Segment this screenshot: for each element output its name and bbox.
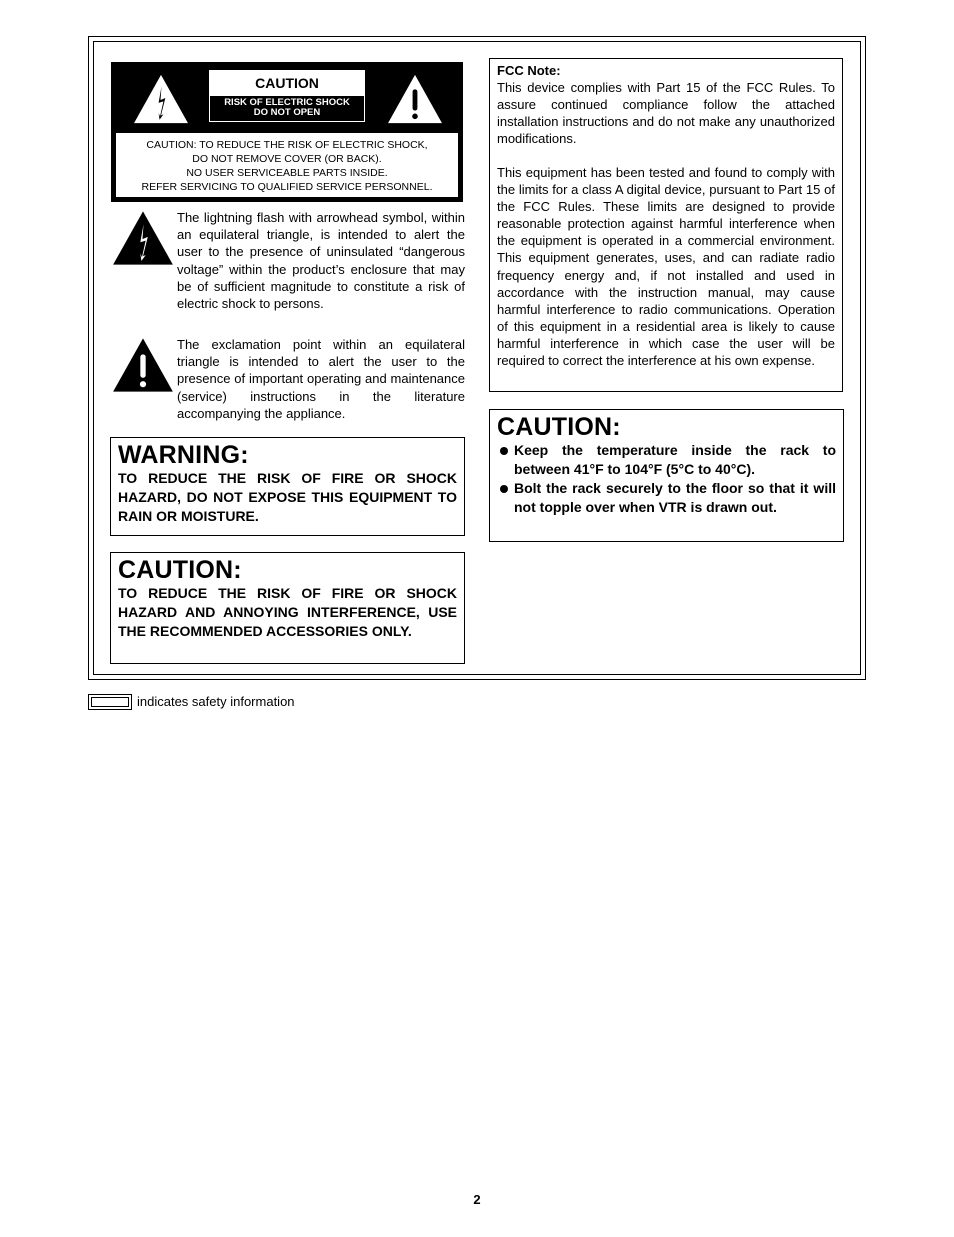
warning-box <box>110 437 465 536</box>
bullet-icon <box>500 485 508 493</box>
caution-label-subtitle-line: DO NOT OPEN <box>253 107 321 118</box>
caution-label-instructions <box>116 133 458 197</box>
caution-label-subtitle <box>210 98 364 118</box>
safety-frame-swatch-icon <box>88 694 132 710</box>
fcc-note-box <box>489 58 843 392</box>
fcc-note-title: FCC Note: <box>497 63 561 78</box>
fcc-note-paragraph: This equipment has been tested and found to comply with the limits for a class A digital device, pursuant to Part 15 of the FCC Rules. These limits are designed to provide reasonable protection against harmful interference when the equipment is operated in a commercial environment. This equipment generates, uses, and can radiate radio frequency energy and, if not installed and used in accordance with the instruction manual, may cause harmful interference to radio communications. Operation of this equipment in a residential area is likely to cause harmful interference in which case the user will be required to correct the interference at his own expense. <box>497 164 835 369</box>
exclamation-triangle-icon <box>386 73 444 125</box>
bullet-icon <box>500 447 508 455</box>
list-item-text: Keep the temperature inside the rack to between 41°F to 104°F (5°C to 40°C). <box>514 442 836 477</box>
caution-accessories-title: CAUTION: <box>118 556 242 584</box>
legend-text: indicates safety information <box>137 694 295 709</box>
caution-accessories-box <box>110 552 465 664</box>
caution-label-subtitle-line: RISK OF ELECTRIC SHOCK <box>224 97 350 108</box>
lightning-bolt-triangle-icon <box>132 73 190 125</box>
exclamation-triangle-icon <box>111 336 175 394</box>
warning-title: WARNING: <box>118 441 249 469</box>
page-number: 2 <box>473 1192 481 1207</box>
lightning-bolt-triangle-icon <box>111 209 175 267</box>
caution-accessories-body: TO REDUCE THE RISK OF FIRE OR SHOCK HAZARD AND ANNOYING INTERFERENCE, USE THE RECOMMENDED ACCESSORIES ONLY. <box>118 585 457 639</box>
list-item <box>497 441 836 479</box>
caution-rack-title: CAUTION: <box>497 413 621 441</box>
caution-label-instruction-line: DO NOT REMOVE COVER (OR BACK). <box>192 153 382 165</box>
caution-label <box>111 62 463 202</box>
symbol-explanation-text: The exclamation point within an equilateral triangle is intended to alert the user to the presence of important operating and maintenance (service) instructions in the literature accompanying the appliance. <box>177 337 465 421</box>
list-item <box>497 479 836 517</box>
caution-label-instruction-line: REFER SERVICING TO QUALIFIED SERVICE PERSONNEL. <box>141 181 433 193</box>
caution-label-title: CAUTION <box>210 71 364 96</box>
caution-label-instruction-line: CAUTION: TO REDUCE THE RISK OF ELECTRIC SHOCK, <box>146 139 428 151</box>
safety-frame-outer <box>88 36 866 680</box>
warning-body: TO REDUCE THE RISK OF FIRE OR SHOCK HAZARD, DO NOT EXPOSE THIS EQUIPMENT TO RAIN OR MOISTURE. <box>118 470 457 524</box>
caution-label-center <box>209 70 365 122</box>
caution-label-header <box>116 67 458 125</box>
fcc-note-paragraph: This device complies with Part 15 of the FCC Rules. To assure continued compliance follow the attached installation instructions and do not make any unauthorized modifications. <box>497 80 835 147</box>
caution-label-instruction-line: NO USER SERVICEABLE PARTS INSIDE. <box>186 167 388 179</box>
list-item-text: Bolt the rack securely to the floor so that it will not topple over when VTR is drawn out. <box>514 480 836 515</box>
symbol-explanation-text: The lightning flash with arrowhead symbol, within an equilateral triangle, is intended to alert the user to the presence of uninsulated “dangerous voltage” within the product’s enclosure that may be of sufficient magnitude to constitute a risk of electric shock to persons. <box>177 210 465 312</box>
caution-rack-box <box>489 409 844 542</box>
caution-rack-list <box>497 441 836 517</box>
